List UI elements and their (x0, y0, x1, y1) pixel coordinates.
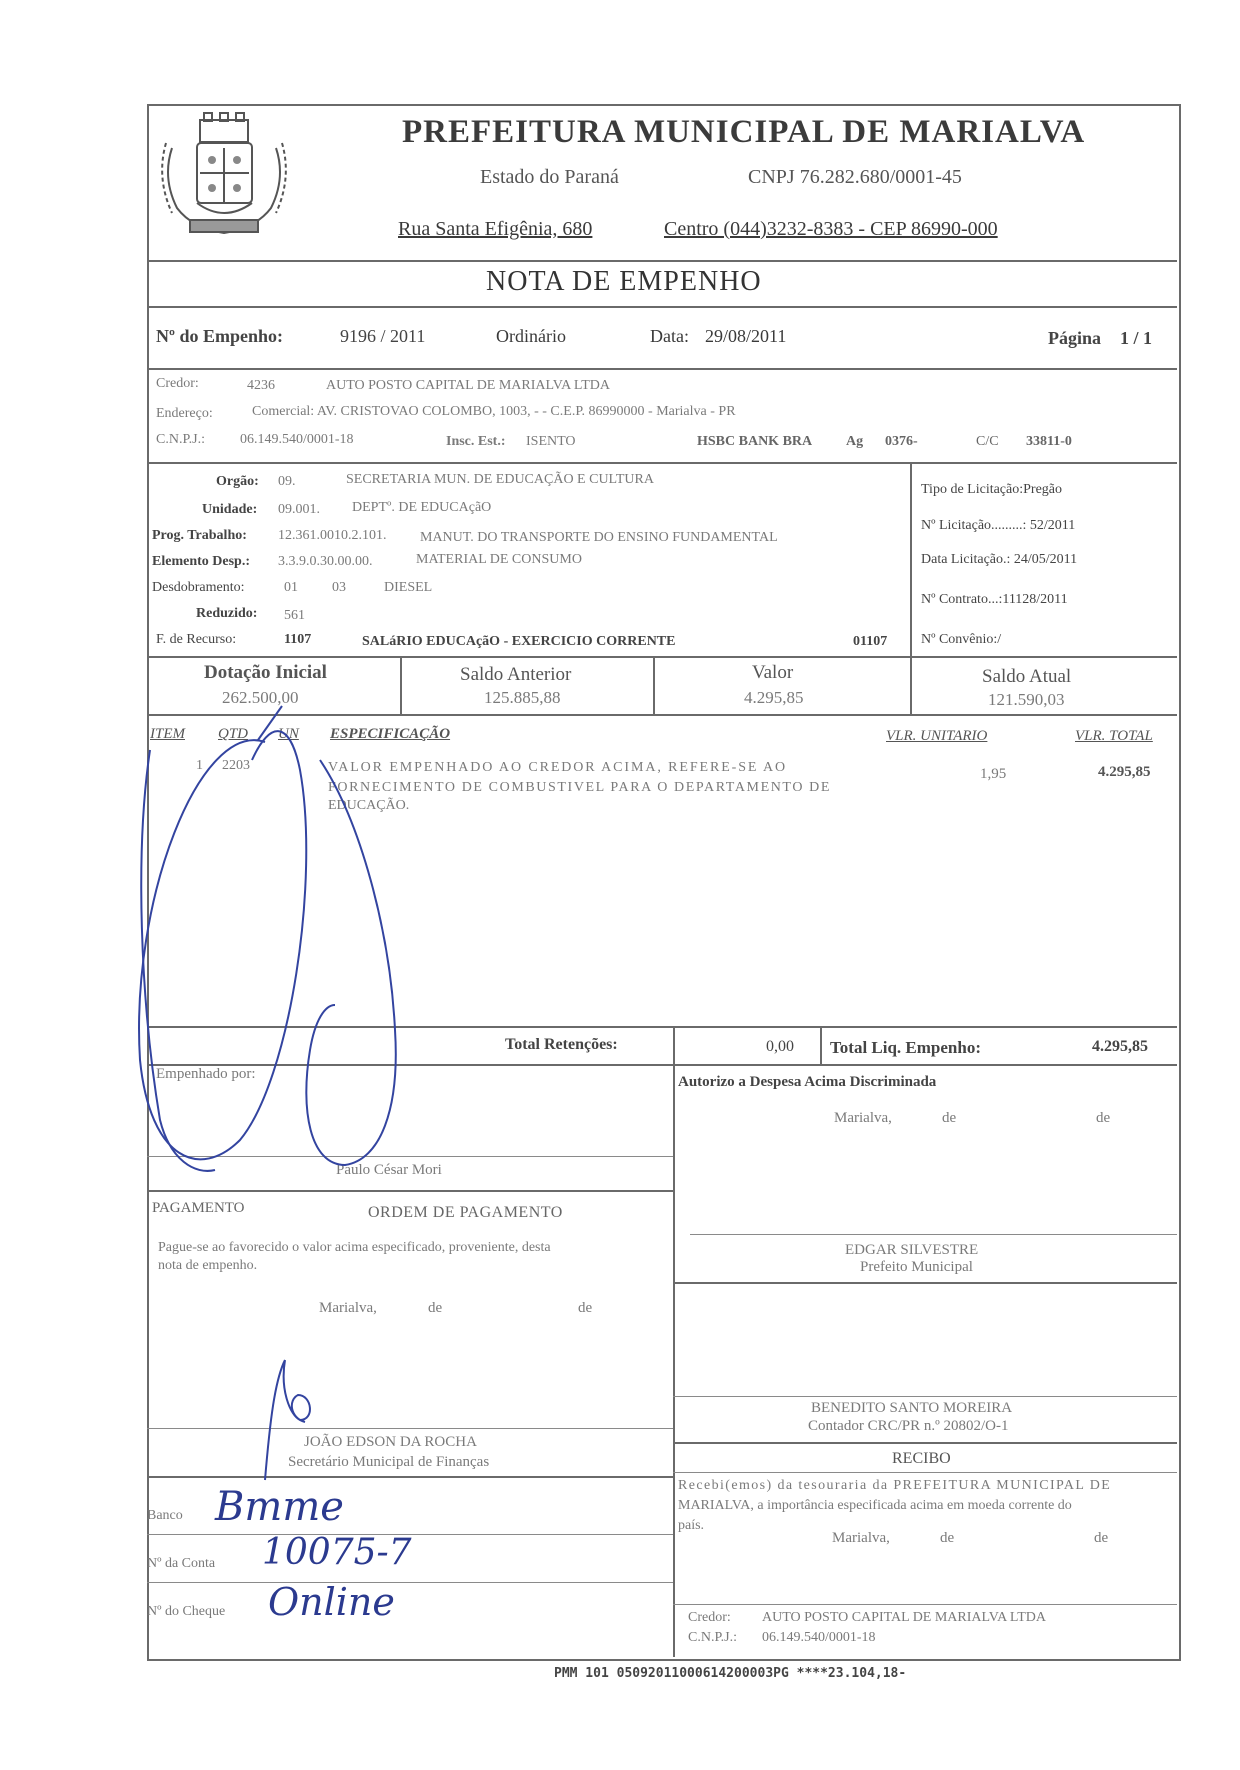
credor-cnpj-label: C.N.P.J.: (156, 432, 206, 447)
header-title: PREFEITURA MUNICIPAL DE MARIALVA (402, 114, 1086, 150)
header-state: Estado do Paraná (480, 166, 619, 188)
secretario-name: JOÃO EDSON DA ROCHA (304, 1434, 477, 1450)
empenho-date: 29/08/2011 (705, 326, 787, 346)
col-vlr-unitario: VLR. UNITARIO (886, 728, 988, 744)
page-number: 1 / 1 (1120, 328, 1153, 348)
recurso-label: F. de Recurso: (156, 632, 237, 647)
col-qtd: QTD (218, 726, 249, 742)
convenio-number: Nº Convênio:/ (921, 632, 1002, 647)
recibo-label: RECIBO (892, 1450, 951, 1467)
elemento-code: 3.3.9.0.30.00.00. (278, 554, 373, 569)
recibo-credor-label: Credor: (688, 1610, 731, 1625)
licitacao-date: Data Licitação.: 24/05/2011 (921, 552, 1078, 567)
autorizo-de-1: de (942, 1110, 957, 1126)
banco-handwritten: Bmme (215, 1484, 344, 1530)
prog-name: MANUT. DO TRANSPORTE DO ENSINO FUNDAMENTAL (420, 530, 778, 545)
retencoes-value: 0,00 (766, 1038, 794, 1055)
contador-crc: Contador CRC/PR n.º 20802/O-1 (808, 1418, 1009, 1434)
contador-name: BENEDITO SANTO MOREIRA (811, 1400, 1013, 1416)
desdobramento-1: 01 (284, 580, 298, 595)
conta-label: Nº da Conta (147, 1556, 216, 1571)
secretario-title: Secretário Municipal de Finanças (288, 1454, 490, 1470)
header-district-phone: Centro (044)3232-8383 - CEP 86990-000 (664, 218, 998, 240)
pagamento-de-2: de (578, 1300, 593, 1316)
saldo-label-valor: Valor (752, 662, 794, 683)
autorizo-de-2: de (1096, 1110, 1111, 1126)
unidade-label: Unidade: (202, 502, 258, 517)
empenho-date-label: Data: (650, 326, 689, 346)
recibo-cnpj: 06.149.540/0001-18 (762, 1630, 876, 1645)
recurso-name: SALáRIO EDUCAçãO - EXERCICIO CORRENTE (362, 634, 676, 649)
licitacao-number: Nº Licitação.........: 52/2011 (921, 518, 1076, 533)
saldo-label-dotacao: Dotação Inicial (204, 662, 327, 683)
saldo-value-anterior: 125.885,88 (484, 688, 561, 707)
licitacao-type: Tipo de Licitação:Pregão (921, 482, 1063, 497)
document-title: NOTA DE EMPENHO (486, 266, 762, 297)
desdobramento-2: 03 (332, 580, 346, 595)
saldo-value-atual: 121.590,03 (988, 690, 1065, 709)
empenho-type: Ordinário (496, 326, 566, 346)
autorizo-city: Marialva, (834, 1110, 892, 1126)
reduzido-label: Reduzido: (196, 606, 258, 621)
recibo-text-2: MARIALVA, a importância especificada acima em moeda corrente do (678, 1498, 1072, 1513)
liquido-value: 4.295,85 (1092, 1038, 1148, 1055)
reduzido-value: 561 (284, 608, 305, 623)
conta-handwritten: 10075-7 (262, 1532, 412, 1573)
cheque-handwritten: Online (268, 1580, 395, 1624)
saldo-value-valor: 4.295,85 (744, 688, 804, 707)
credor-ag-label: Ag (846, 434, 864, 449)
credor-cnpj: 06.149.540/0001-18 (240, 432, 354, 447)
saldo-label-atual: Saldo Atual (982, 666, 1072, 687)
banco-label: Banco (147, 1508, 183, 1523)
header-cnpj: CNPJ 76.282.680/0001-45 (748, 166, 962, 188)
item-description-line-3: EDUCAÇÃO. (328, 798, 410, 813)
prefeito-name: EDGAR SILVESTRE (845, 1242, 979, 1258)
pagamento-text-2: nota de empenho. (158, 1258, 258, 1273)
empenho-number: 9196 / 2011 (340, 326, 426, 346)
autorizo-label: Autorizo a Despesa Acima Discriminada (678, 1074, 937, 1090)
credor-insc-label: Insc. Est.: (446, 434, 506, 449)
elemento-name: MATERIAL DE CONSUMO (416, 552, 582, 567)
recibo-de-2: de (1094, 1530, 1109, 1546)
unidade-code: 09.001. (278, 502, 320, 517)
ordem-pagamento-label: ORDEM DE PAGAMENTO (368, 1204, 563, 1221)
recurso-number: 01107 (853, 634, 888, 649)
prog-label: Prog. Trabalho: (152, 528, 247, 543)
recibo-city: Marialva, (832, 1530, 890, 1546)
orgao-label: Orgão: (216, 474, 259, 489)
empenhado-label: Empenhado por: (156, 1066, 256, 1082)
credor-insc: ISENTO (526, 434, 576, 449)
retencoes-label: Total Retenções: (505, 1036, 618, 1053)
large-signature-loop (139, 731, 306, 1159)
credor-account: 33811-0 (1026, 434, 1072, 449)
pagamento-label: PAGAMENTO (152, 1200, 245, 1216)
saldo-label-anterior: Saldo Anterior (460, 664, 572, 685)
pagamento-de-1: de (428, 1300, 443, 1316)
saldo-value-dotacao: 262.500,00 (222, 688, 299, 707)
orgao-code: 09. (278, 474, 296, 489)
page-label: Página (1048, 328, 1102, 348)
recibo-cnpj-label: C.N.P.J.: (688, 1630, 738, 1645)
signature-stroke-left (141, 750, 215, 1171)
prog-code: 12.361.0010.2.101. (278, 528, 387, 543)
empenho-number-label: Nº do Empenho: (156, 326, 283, 346)
item-number: 1 (196, 758, 203, 773)
header-address: Rua Santa Efigênia, 680 (398, 218, 593, 240)
recibo-text-1: Recebi(emos) da tesouraria da PREFEITURA MUNICIPAL DE (678, 1478, 1112, 1493)
col-item: ITEM (150, 726, 185, 742)
item-description-line-1: VALOR EMPENHADO AO CREDOR ACIMA, REFERE-SE AO (328, 760, 788, 775)
liquido-label: Total Liq. Empenho: (830, 1038, 981, 1057)
footer-code: PMM 101 05092011000614200003PG ****23.104,18- (554, 1666, 907, 1681)
credor-address-label: Endereço: (156, 406, 213, 421)
credor-agency: 0376- (885, 434, 918, 449)
contrato-number: Nº Contrato...:11128/2011 (921, 592, 1068, 607)
col-especificacao: ESPECIFICAÇÃO (330, 726, 451, 742)
col-vlr-total: VLR. TOTAL (1075, 728, 1153, 744)
pagamento-city: Marialva, (319, 1300, 377, 1316)
credor-bank: HSBC BANK BRA (697, 434, 813, 449)
credor-name: AUTO POSTO CAPITAL DE MARIALVA LTDA (326, 378, 610, 393)
credor-cc-label: C/C (976, 434, 999, 449)
col-un: UN (278, 726, 299, 742)
signature-stroke-right (306, 760, 395, 1165)
item-total-value: 4.295,85 (1098, 764, 1151, 780)
item-description-line-2: FORNECIMENTO DE COMBUSTIVEL PARA O DEPARTAMENTO DE (328, 780, 832, 795)
unidade-name: DEPTº. DE EDUCAçãO (352, 500, 492, 515)
pagamento-signature (265, 1360, 310, 1480)
recibo-text-3: país. (678, 1518, 705, 1533)
credor-address: Comercial: AV. CRISTOVAO COLOMBO, 1003, - - C.E.P. 86990000 - Marialva - PR (252, 404, 736, 419)
cheque-label: Nº do Cheque (147, 1604, 226, 1619)
item-unit-value: 1,95 (980, 766, 1007, 782)
credor-code: 4236 (247, 378, 275, 393)
elemento-label: Elemento Desp.: (152, 554, 250, 569)
empenho-strike (258, 706, 282, 740)
desdobramento-label: Desdobramento: (152, 580, 245, 595)
item-qtd: 2203 (222, 758, 250, 773)
recibo-de-1: de (940, 1530, 955, 1546)
recibo-credor-name: AUTO POSTO CAPITAL DE MARIALVA LTDA (762, 1610, 1046, 1625)
prefeito-title: Prefeito Municipal (860, 1259, 973, 1275)
credor-label: Credor: (156, 376, 199, 391)
recurso-code: 1107 (284, 632, 312, 647)
pagamento-text-1: Pague-se ao favorecido o valor acima especificado, proveniente, desta (158, 1240, 551, 1255)
empenhado-name: Paulo César Mori (336, 1162, 442, 1178)
desdobramento-name: DIESEL (384, 580, 433, 595)
orgao-name: SECRETARIA MUN. DE EDUCAÇÃO E CULTURA (346, 472, 654, 487)
